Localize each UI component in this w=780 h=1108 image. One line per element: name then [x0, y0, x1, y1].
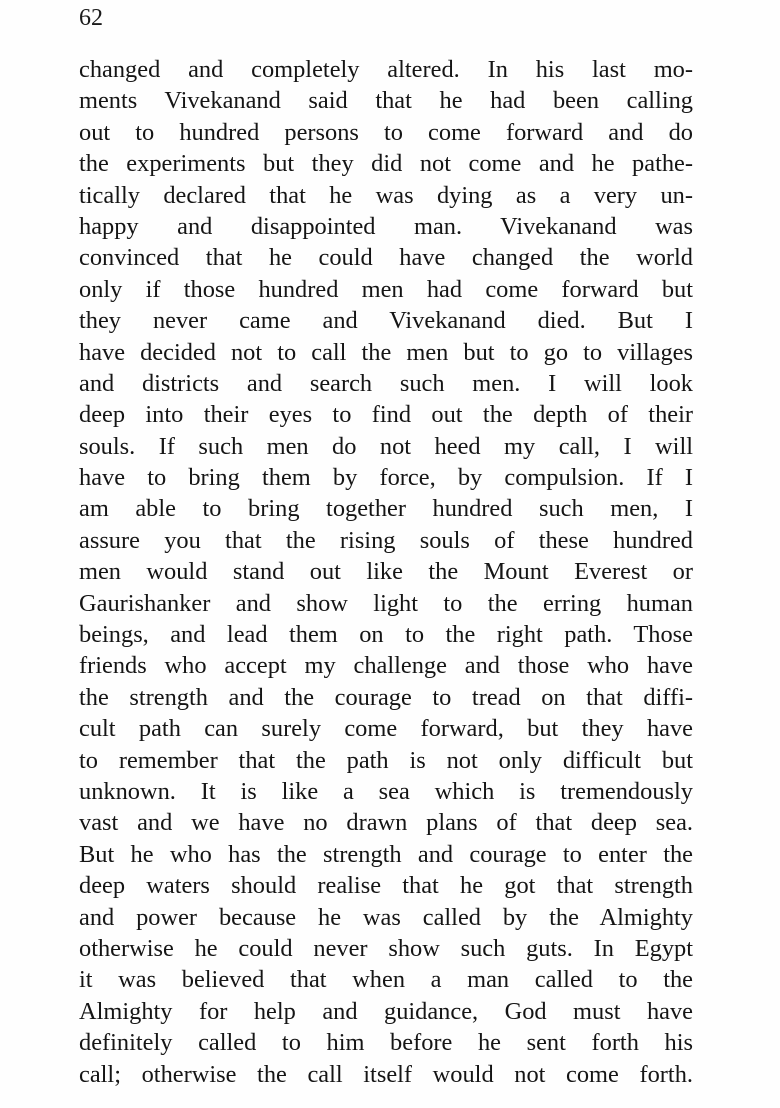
- text-line: assure you that the rising souls of these hundred: [79, 526, 693, 554]
- text-line: Almighty for help and guidance, God must have: [79, 997, 693, 1025]
- text-line: happy and disappointed man. Vivekanand was: [79, 212, 693, 240]
- text-line: to remember that the path is not only difficult but: [79, 746, 693, 774]
- text-line: have to bring them by force, by compulsion. If I: [79, 464, 693, 492]
- text-line: and power because he was called by the Almighty: [79, 903, 693, 931]
- text-line: convinced that he could have changed the world: [79, 244, 693, 272]
- text-line: it was believed that when a man called to the: [79, 966, 693, 994]
- text-line: But he who has the strength and courage to enter the: [79, 840, 693, 868]
- text-line: men would stand out like the Mount Everest or: [79, 558, 693, 586]
- body-text: [79, 54, 693, 1090]
- text-line: only if those hundred men had come forward but: [79, 275, 693, 303]
- text-line: and districts and search such men. I will look: [79, 369, 693, 397]
- text-line: unknown. It is like a sea which is tremendously: [79, 777, 693, 805]
- text-line: the strength and the courage to tread on that diffi-: [79, 683, 693, 711]
- text-line: deep waters should realise that he got that strength: [79, 872, 693, 900]
- text-line: beings, and lead them on to the right path. Those: [79, 621, 693, 649]
- text-line: out to hundred persons to come forward and do: [79, 118, 693, 146]
- text-line: ments Vivekanand said that he had been calling: [79, 87, 693, 115]
- text-line: vast and we have no drawn plans of that deep sea.: [79, 809, 693, 837]
- text-line: changed and completely altered. In his last mo-: [79, 56, 693, 83]
- text-line: friends who accept my challenge and those who have: [79, 652, 693, 680]
- page-number: 62: [79, 5, 103, 31]
- text-line: they never came and Vivekanand died. But I: [79, 307, 693, 335]
- text-line: definitely called to him before he sent forth his: [79, 1029, 693, 1057]
- text-line: am able to bring together hundred such men, I: [79, 495, 693, 523]
- text-line: cult path can surely come forward, but they have: [79, 715, 693, 743]
- text-line: otherwise he could never show such guts. In Egypt: [79, 934, 693, 962]
- text-line: souls. If such men do not heed my call, I will: [79, 432, 693, 460]
- text-line: call; otherwise the call itself would not come forth.: [79, 1060, 693, 1088]
- text-line: tically declared that he was dying as a very un-: [79, 181, 693, 209]
- text-line: the experiments but they did not come and he pathe-: [79, 150, 693, 178]
- text-line: deep into their eyes to find out the depth of their: [79, 401, 693, 429]
- text-line: have decided not to call the men but to go to villages: [79, 338, 693, 366]
- text-line: Gaurishanker and show light to the erring human: [79, 589, 693, 617]
